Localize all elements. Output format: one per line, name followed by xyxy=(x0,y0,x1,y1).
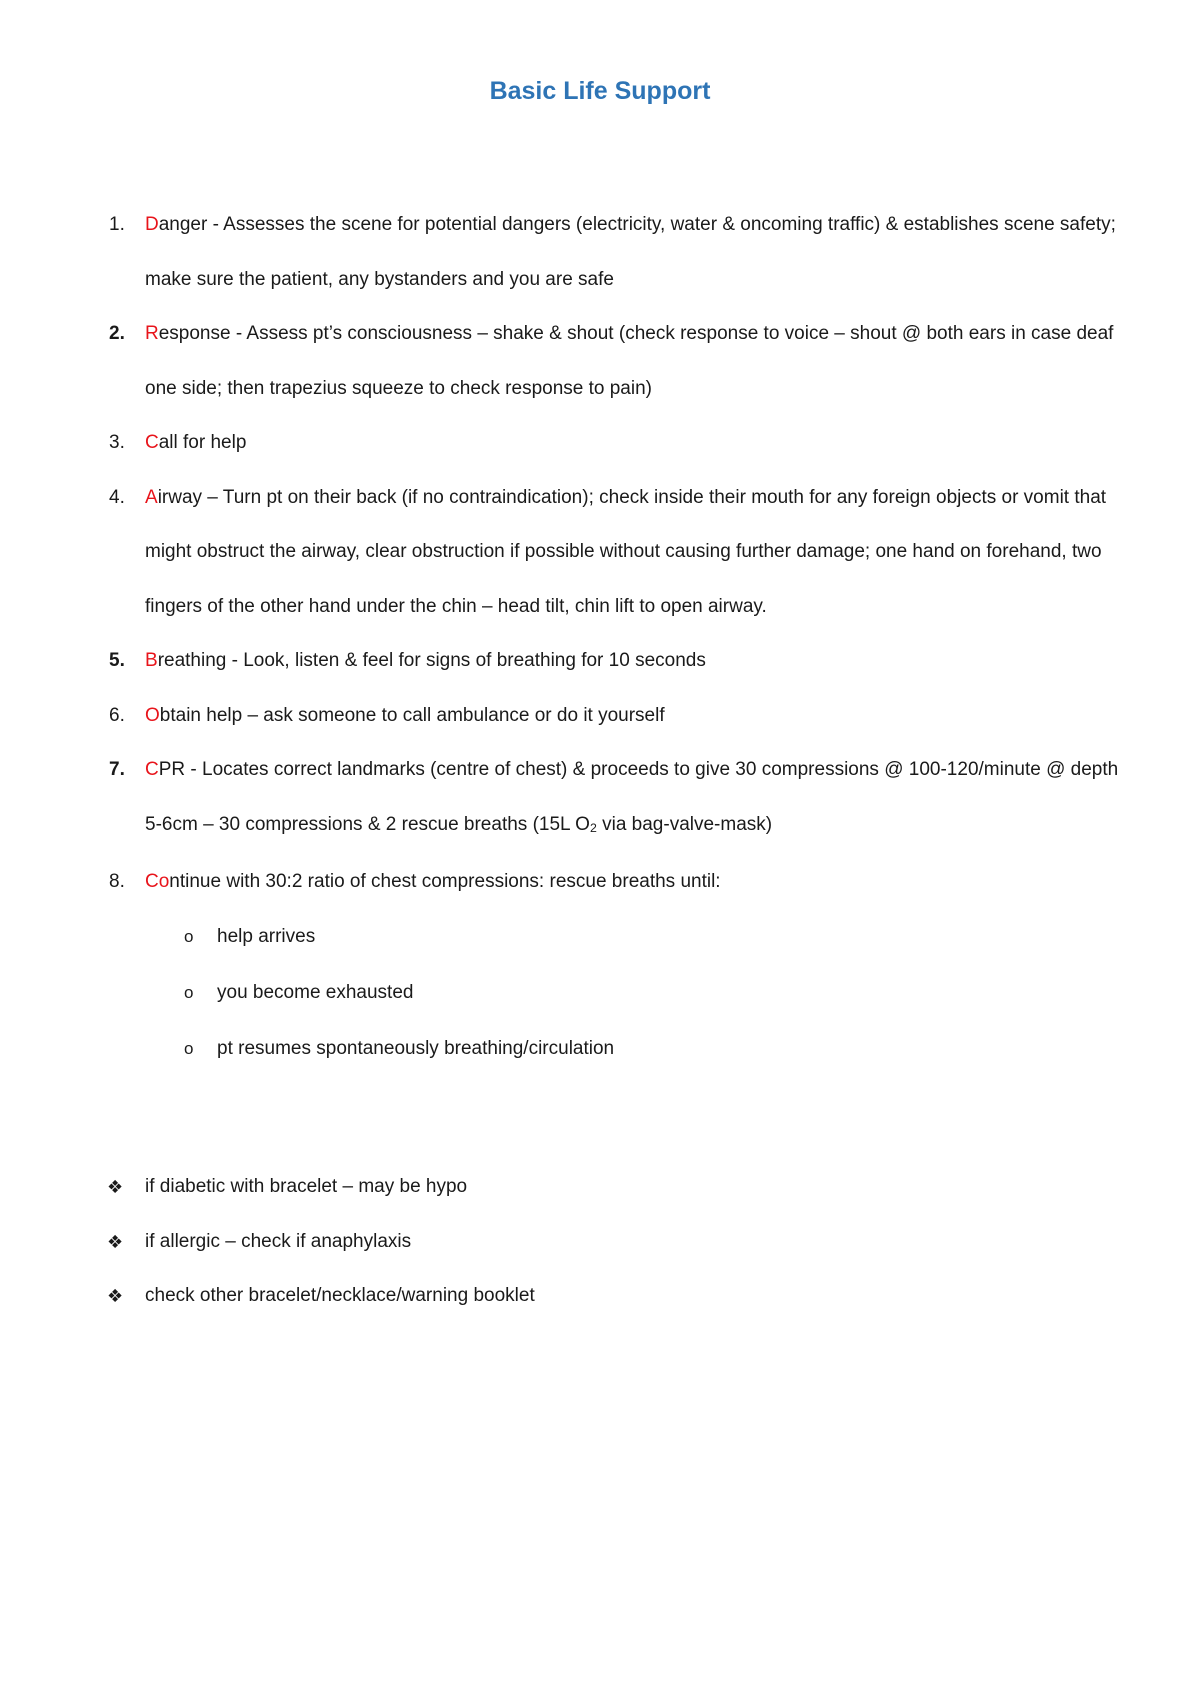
step-airway xyxy=(0,471,1200,635)
continue-until-list xyxy=(145,909,1130,1077)
circle-bullet-icon: o xyxy=(184,983,194,1003)
page-title: Basic Life Support xyxy=(489,77,711,105)
step-breathing xyxy=(0,634,1200,689)
step-number: 1. xyxy=(109,214,125,235)
step-number: 2. xyxy=(109,323,125,344)
step-text: reathing - Look, listen & feel for signs of breathing for 10 seconds xyxy=(157,650,706,671)
list-item xyxy=(145,1021,1130,1077)
note-item xyxy=(0,1160,1200,1215)
step-initial: B xyxy=(145,650,158,671)
step-number: 7. xyxy=(109,759,125,780)
oxygen-subscript: 2 xyxy=(589,820,597,835)
step-number: 8. xyxy=(109,870,125,892)
notes-list xyxy=(0,1160,1200,1324)
step-initial: R xyxy=(145,323,159,344)
step-initial: D xyxy=(145,214,159,235)
note-text: if diabetic with bracelet – may be hypo xyxy=(145,1176,468,1197)
step-obtain-help xyxy=(0,689,1200,744)
diamond-bullet-icon: ❖ xyxy=(107,1286,124,1306)
diamond-bullet-icon: ❖ xyxy=(107,1231,124,1252)
step-initial: O xyxy=(145,704,160,726)
step-danger xyxy=(0,198,1200,307)
step-initial: C xyxy=(145,759,159,780)
bls-steps-list xyxy=(0,198,1200,1077)
step-text: esponse - Assess pt’s consciousness – shake & shout (check response to voice – shout @ both ears in case deaf one side; then trapezius squeeze to check response to pain) xyxy=(145,323,1114,399)
step-text-after: via bag-valve-mask) xyxy=(596,813,773,835)
step-response xyxy=(0,307,1200,416)
step-continue xyxy=(0,855,1200,1078)
circle-bullet-icon: o xyxy=(184,1039,194,1059)
note-text: if allergic – check if anaphylaxis xyxy=(145,1230,412,1252)
step-initial: A xyxy=(145,486,158,508)
list-item-text: pt resumes spontaneously breathing/circulation xyxy=(217,1038,615,1060)
note-item xyxy=(0,1215,1200,1270)
step-text: all for help xyxy=(158,432,247,453)
step-call-for-help xyxy=(0,416,1200,471)
step-text: irway – Turn pt on their back (if no contraindication); check inside their mouth for any foreign objects or vomit that might obstruct the airway, clear obstruction if possible without causing further damage; one hand on forehand, two fingers of the other hand under the chin – head tilt, chin lift to open airway. xyxy=(145,486,1107,617)
circle-bullet-icon: o xyxy=(184,927,194,947)
note-text: check other bracelet/necklace/warning booklet xyxy=(145,1285,535,1306)
step-text: btain help – ask someone to call ambulance or do it yourself xyxy=(159,704,665,726)
step-text: ntinue with 30:2 ratio of chest compressions: rescue breaths until: xyxy=(169,870,721,892)
step-initial: Co xyxy=(145,870,170,892)
list-item-text: you become exhausted xyxy=(217,982,414,1004)
step-number: 6. xyxy=(109,704,125,726)
step-text: anger - Assesses the scene for potential dangers (electricity, water & oncoming traffic) & establishes scene safety; make sure the patient, any bystanders and you are safe xyxy=(145,214,1116,290)
step-number: 4. xyxy=(109,486,125,508)
list-item xyxy=(145,909,1130,965)
step-number: 3. xyxy=(109,432,125,453)
note-item xyxy=(0,1269,1200,1324)
list-item xyxy=(145,965,1130,1021)
step-cpr xyxy=(0,743,1200,855)
step-number: 5. xyxy=(109,650,125,671)
step-initial: C xyxy=(145,432,159,453)
list-item-text: help arrives xyxy=(217,926,316,948)
step-text: PR - Locates correct landmarks (centre of chest) & proceeds to give 30 compressions @ 100-120/minute @ depth 5-6cm – 30 compressions & 2 rescue breaths (15L O xyxy=(145,759,1119,835)
diamond-bullet-icon: ❖ xyxy=(107,1177,124,1197)
